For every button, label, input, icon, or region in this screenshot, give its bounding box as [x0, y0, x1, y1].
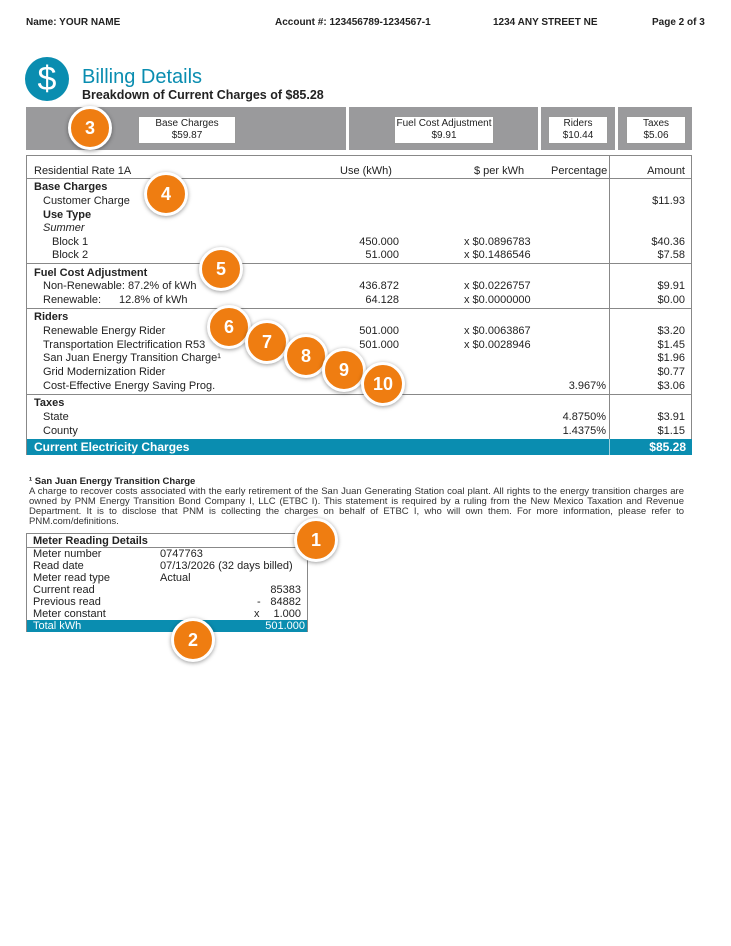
section-taxes: Taxes: [34, 397, 65, 409]
total-charges-row: [27, 439, 692, 455]
rider-label: Transportation Electrification R53: [43, 339, 206, 351]
current-read-label: Current read: [33, 584, 95, 596]
summary-label: Taxes: [642, 118, 670, 129]
block2-label: Block 2: [52, 249, 89, 261]
footnote-body: A charge to recover costs associated with the early retirement of the San Juan Generating Station coal plant. All rights to the energy transition charges are owned by PNM Energy Transition Bond Company I, LLC (ETBC I). This statement is required by a ruling from the New Mexico Taxation and Revenue Department. It is to disclose that PNM is collecting the charges on behalf of ETBC I, who will own them. For more information, please refer to PNM.com/definitions.: [29, 486, 684, 527]
callout-badge: 2: [171, 618, 215, 662]
rider-label: Cost-Effective Energy Saving Prog.: [43, 380, 216, 392]
header-use: Use (kWh): [340, 165, 392, 177]
callout-badge: 8: [284, 334, 328, 378]
rider-amount: $1.96: [657, 352, 685, 364]
account-number: Account #: 123456789-1234567-1: [275, 17, 431, 28]
total-column-divider: [609, 439, 610, 455]
page-number: Page 2 of 3: [652, 17, 705, 28]
customer-charge-amount: $11.93: [652, 195, 685, 207]
tax-county-amount: $1.15: [657, 425, 685, 437]
read-type-label: Meter read type: [33, 572, 111, 584]
header-amount: Amount: [647, 165, 685, 177]
read-date-label: Read date: [33, 560, 84, 572]
renewable-use: 64.128: [365, 294, 399, 306]
block2-amount: $7.58: [657, 249, 685, 261]
rider-rate: x $0.0028946: [464, 339, 531, 351]
block1-rate: x $0.0896783: [464, 236, 531, 248]
callout-badge: 9: [322, 348, 366, 392]
tax-county-label: County: [43, 425, 78, 437]
nonrenewable-use: 436.872: [359, 280, 399, 292]
summary-label: Fuel Cost Adjustment: [396, 118, 492, 129]
meter-number-value: 0747763: [160, 548, 203, 560]
section-rule: [26, 308, 692, 309]
tax-state-percentage: 4.8750%: [562, 411, 606, 423]
column-divider: [609, 155, 610, 439]
renewable-label: Renewable:: [43, 294, 102, 306]
rider-amount: $3.06: [657, 380, 685, 392]
current-read-value: 85383: [270, 584, 301, 596]
summary-value: $10.44: [562, 130, 594, 141]
total-charges-amount: $85.28: [649, 440, 686, 454]
summary-value: $5.06: [643, 130, 669, 141]
customer-name: Name: YOUR NAME: [26, 17, 121, 28]
meter-constant-operator: x: [254, 608, 260, 620]
summary-taxes: [626, 116, 686, 144]
header-percentage: Percentage: [551, 165, 608, 177]
block2-use: 51.000: [365, 249, 399, 261]
callout-badge: 4: [144, 172, 188, 216]
rider-use: 501.000: [359, 339, 399, 351]
block1-amount: $40.36: [651, 236, 685, 248]
previous-read-label: Previous read: [33, 596, 101, 608]
nonrenewable-amount: $9.91: [657, 280, 685, 292]
block2-rate: x $0.1486546: [464, 249, 531, 261]
section-rule: [26, 394, 692, 395]
rider-amount: $0.77: [657, 366, 685, 378]
summary-base-charges: [138, 116, 236, 144]
page-subtitle: Breakdown of Current Charges of $85.28: [82, 88, 324, 102]
callout-badge: 7: [245, 320, 289, 364]
service-address: 1234 ANY STREET NE: [493, 17, 598, 28]
previous-read-value: 84882: [270, 596, 301, 608]
summary-fuel-cost: [394, 116, 494, 144]
customer-charge-label: Customer Charge: [43, 195, 130, 207]
callout-badge: 5: [199, 247, 243, 291]
previous-read-operator: -: [257, 596, 261, 608]
rider-amount: $1.45: [657, 339, 685, 351]
rider-label: Grid Modernization Rider: [43, 366, 166, 378]
summary-label: Riders: [563, 118, 593, 129]
total-kwh-value: 501.000: [265, 620, 305, 632]
nonrenewable-rate: x $0.0226757: [464, 280, 531, 292]
rider-rate: x $0.0063867: [464, 325, 531, 337]
rider-amount: $3.20: [657, 325, 685, 337]
renewable-share: 12.8% of kWh: [119, 294, 188, 306]
callout-badge: 6: [207, 305, 251, 349]
tax-county-percentage: 1.4375%: [562, 425, 606, 437]
read-type-value: Actual: [160, 572, 191, 584]
callout-badge: 3: [68, 106, 112, 150]
summary-value: $59.87: [171, 130, 203, 141]
rider-label: Renewable Energy Rider: [43, 325, 166, 337]
summary-value: $9.91: [431, 130, 457, 141]
section-fuel-cost: Fuel Cost Adjustment: [34, 267, 148, 279]
block1-label: Block 1: [52, 236, 89, 248]
summary-label: Base Charges: [155, 118, 219, 129]
page-title: Billing Details: [82, 66, 203, 88]
section-rule: [26, 263, 692, 264]
block1-use: 450.000: [359, 236, 399, 248]
footnote-title: ¹ San Juan Energy Transition Charge: [29, 476, 196, 487]
table-header-rule: [26, 178, 692, 179]
summary-riders: [548, 116, 608, 144]
header-rate: Residential Rate 1A: [34, 165, 132, 177]
section-riders: Riders: [34, 311, 69, 323]
callout-badge: 1: [294, 518, 338, 562]
rider-use: 501.000: [359, 325, 399, 337]
section-base-charges: Base Charges: [34, 181, 108, 193]
meter-number-label: Meter number: [33, 548, 102, 560]
total-charges-label: Current Electricity Charges: [34, 440, 190, 454]
rider-percentage: 3.967%: [568, 380, 606, 392]
total-kwh-row: [27, 620, 307, 632]
callout-badge: 10: [361, 362, 405, 406]
rider-label: San Juan Energy Transition Charge¹: [43, 352, 221, 364]
use-type-label: Use Type: [43, 209, 92, 221]
total-kwh-label: Total kWh: [33, 620, 82, 632]
season-label: Summer: [43, 222, 85, 234]
meter-constant-value: 1.000: [273, 608, 301, 620]
dollar-icon: $: [25, 57, 69, 101]
tax-state-amount: $3.91: [657, 411, 685, 423]
renewable-amount: $0.00: [657, 294, 685, 306]
nonrenewable-label: Non-Renewable: 87.2% of kWh: [43, 280, 197, 292]
renewable-rate: x $0.0000000: [464, 294, 531, 306]
read-date-value: 07/13/2026 (32 days billed): [160, 560, 293, 572]
meter-constant-label: Meter constant: [33, 608, 106, 620]
tax-state-label: State: [43, 411, 69, 423]
header-per-kwh: $ per kWh: [474, 165, 525, 177]
meter-title: Meter Reading Details: [33, 535, 148, 547]
